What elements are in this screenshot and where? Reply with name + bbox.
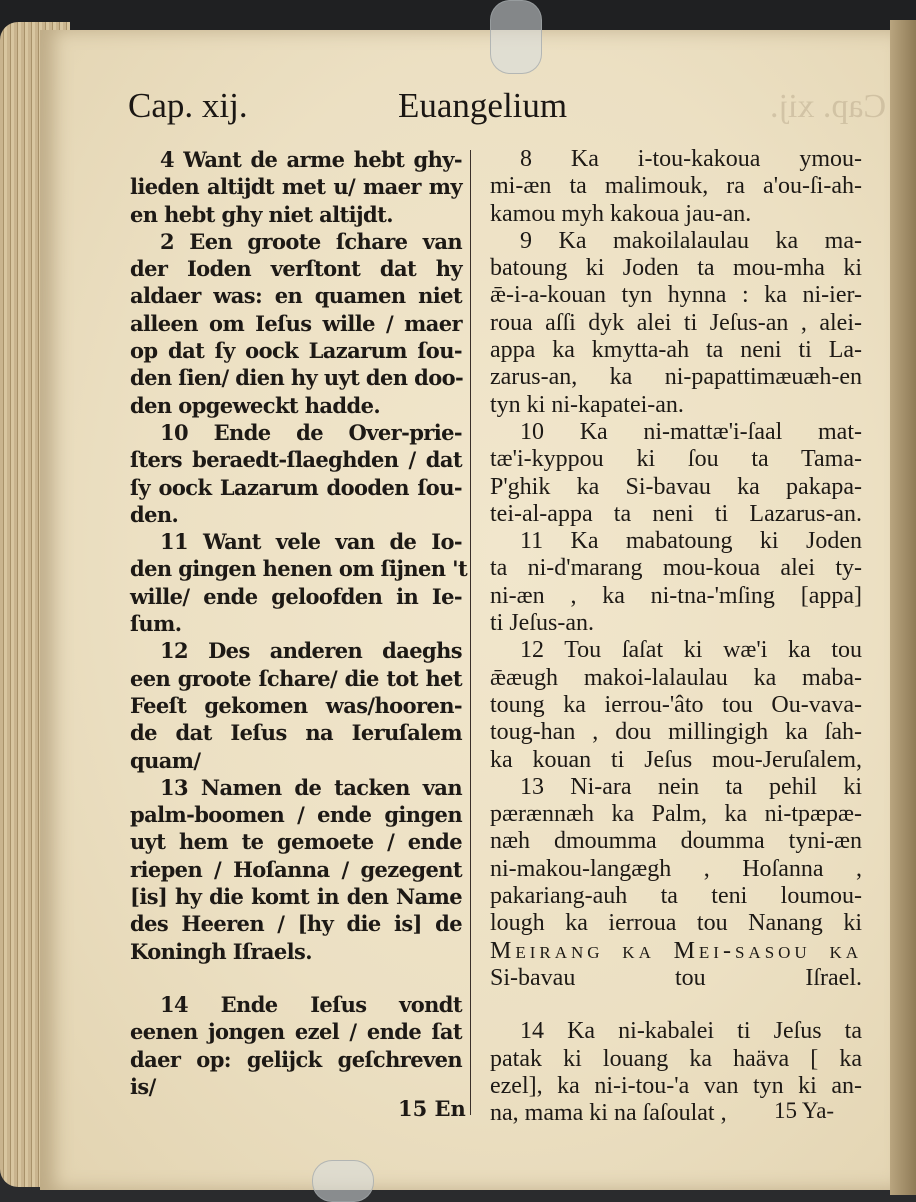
text-line: pakariang-auh ta teni loumou- bbox=[490, 883, 862, 910]
text-line: ſters beraedt-ſlaeghden / dat bbox=[130, 447, 462, 473]
text-line: P'ghik ka Si-bavau ka pakapa- bbox=[490, 473, 862, 500]
text-line: daer op: gelijck geſchreven bbox=[130, 1046, 462, 1072]
text-line: den. bbox=[130, 501, 179, 527]
text-line: tyn ki ni-kapatei-an. bbox=[490, 391, 684, 418]
text-line: 4 Want de arme hebt ghy- bbox=[160, 147, 462, 172]
text-line: 14 Ende Ieſus vondt bbox=[160, 991, 462, 1017]
bottom-page-clip bbox=[312, 1160, 374, 1202]
text-line: ta ni-d'marang mou-koua alei ty- bbox=[490, 555, 862, 582]
text-line: den gingen henen om ſijnen 't bbox=[130, 556, 468, 582]
text-line: palm-boomen / ende gingen bbox=[130, 802, 462, 828]
text-line: der Ioden verſtont dat hy bbox=[130, 256, 462, 282]
text-line: ſum. bbox=[130, 611, 182, 637]
scanner-background-top bbox=[0, 0, 916, 34]
text-line: 13 Ni-ara nein ta pehil ki bbox=[520, 773, 862, 800]
text-line: des Heeren / [hy die is] de bbox=[130, 911, 462, 937]
text-line: Koningh Iſraels. bbox=[130, 938, 312, 964]
text-line: 8 Ka i-tou-kakoua ymou- bbox=[520, 146, 862, 172]
text-line: 12 Des anderen daeghs bbox=[160, 638, 462, 664]
text-line: 11 Ka mabatoung ki Joden bbox=[520, 528, 862, 555]
text-line: aldaer was: en quamen niet bbox=[130, 283, 462, 309]
text-line: Si-bavau tou Iſrael. bbox=[490, 964, 862, 991]
text-line: ǣæugh makoi-lalaulau ka maba- bbox=[490, 664, 862, 691]
text-line: 14 Ka ni-kabalei ti Jeſus ta bbox=[520, 1018, 862, 1045]
formosan-text-column bbox=[490, 146, 862, 1127]
text-line: 12 Tou ſaſat ki wæ'i ka tou bbox=[520, 637, 862, 664]
text-line: [is] hy die komt in den Name bbox=[130, 884, 462, 910]
text-line: uyt hem te gemoete / ende bbox=[130, 829, 462, 855]
text-line: zarus-an, ka ni-papattimæuæh-en bbox=[490, 364, 862, 391]
text-line: 11 Want vele van de Io- bbox=[160, 529, 462, 555]
text-line: 10 Ende de Over-prie- bbox=[160, 419, 462, 445]
text-line: riepen / Hoſanna / gezegent bbox=[130, 856, 462, 882]
bleed-through-heading: Cap. xij. bbox=[770, 88, 887, 125]
top-page-clip bbox=[490, 0, 542, 74]
text-line: ti Jeſus-an. bbox=[490, 610, 594, 637]
text-line: næh dmoumma doumma tyni-æn bbox=[490, 828, 862, 855]
column-rule bbox=[470, 150, 471, 1115]
text-line: Feeſt gekomen was/hooren- bbox=[130, 692, 462, 718]
text-line: quam/ bbox=[130, 747, 201, 773]
running-title: Euangelium bbox=[398, 86, 568, 125]
text-line: Meirang ka Mei-ſaſou ka bbox=[490, 937, 862, 964]
text-line: op dat ſy oock Lazarum ſou- bbox=[130, 338, 462, 364]
facing-page-edge bbox=[890, 20, 916, 1195]
text-line: na, mama ki na ſaſoulat , bbox=[490, 1100, 727, 1127]
text-line: ni-æn , ka ni-tna-'mſing [appa] bbox=[490, 582, 862, 609]
text-line: toung ka ierrou-'âto tou Ou-vava- bbox=[490, 691, 862, 718]
text-line: ſy oock Lazarum dooden ſou- bbox=[130, 474, 462, 500]
text-line: tæ'i-kyppou ki ſou ta Tama- bbox=[490, 446, 862, 473]
text-line: tei-al-appa ta neni ti Lazarus-an. bbox=[490, 500, 862, 527]
paragraph-gap bbox=[490, 992, 862, 1018]
text-line: ka kouan ti Jeſus mou-Jeruſalem, bbox=[490, 746, 862, 773]
paragraph-gap bbox=[130, 965, 462, 991]
text-line: is/ bbox=[130, 1073, 156, 1099]
text-line: en hebt ghy niet altijdt. bbox=[130, 201, 393, 227]
text-line: toug-han , dou millingigh ka ſah- bbox=[490, 719, 862, 746]
text-line: batoung ki Joden ta mou-mha ki bbox=[490, 255, 862, 282]
dutch-text-column bbox=[130, 146, 468, 1100]
text-line: 10 Ka ni-mattæ'i-ſaal mat- bbox=[520, 418, 862, 445]
text-line: den opgeweckt hadde. bbox=[130, 392, 381, 418]
text-line: patak ki louang ka haäva [ ka bbox=[490, 1045, 862, 1072]
text-line: lieden altijdt met u/ maer my bbox=[130, 174, 462, 200]
text-line: 2 Een groote ſchare van bbox=[160, 228, 462, 254]
text-line: alleen om Ieſus wille / maer bbox=[130, 310, 462, 336]
text-line: appa ka kmytta-ah ta neni ti La- bbox=[490, 337, 862, 364]
text-line: ezel], ka ni-i-tou-'a van tyn ki an- bbox=[490, 1072, 862, 1099]
catchword-right: 15 Ya- bbox=[774, 1098, 835, 1123]
text-line: ni-makou-langægh , Hoſanna , bbox=[490, 855, 862, 882]
text-line: lough ka ierroua tou Nanang ki bbox=[490, 910, 862, 937]
text-line: de dat Ieſus na Ieruſalem bbox=[130, 720, 462, 746]
text-line: pærænnæh ka Palm, ka ni-tpæpæ- bbox=[490, 801, 862, 828]
text-line: den ſien/ dien hy uyt den doo- bbox=[130, 365, 464, 391]
text-line: kamou myh kakoua jau-an. bbox=[490, 200, 752, 227]
text-line: 9 Ka makoilalaulau ka ma- bbox=[520, 227, 862, 254]
text-line: roua aſſi dyk alei ti Jeſus-an , alei- bbox=[490, 309, 862, 336]
text-line: wille/ ende geloofden in Ie- bbox=[130, 583, 462, 609]
chapter-heading: Cap. xij. bbox=[128, 86, 248, 125]
text-line: 13 Namen de tacken van bbox=[160, 774, 462, 800]
catchword-left: 15 En bbox=[398, 1096, 466, 1121]
text-line: ǣ-i-a-kouan tyn hynna : ka ni-ier- bbox=[490, 282, 862, 309]
text-line: mi-æn ta malimouk, ra a'ou-ſi-ah- bbox=[490, 173, 862, 200]
text-line: eenen jongen ezel / ende ſat bbox=[130, 1019, 462, 1045]
text-line: een groote ſchare/ die tot het bbox=[130, 665, 462, 691]
